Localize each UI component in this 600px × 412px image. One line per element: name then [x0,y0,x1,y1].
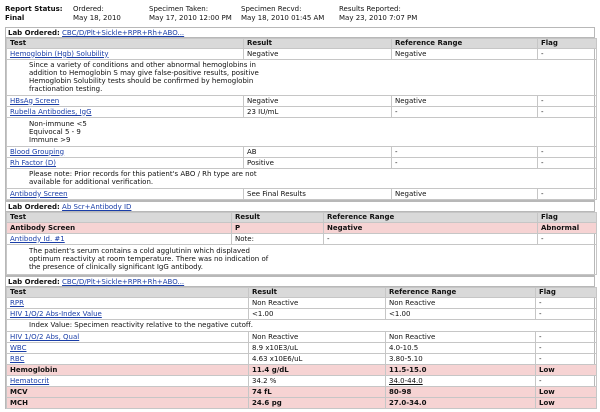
table-row [7,147,597,158]
flag-cell: - [538,147,597,158]
test-link[interactable]: Antibody Screen [7,223,232,234]
range-cell: 34.0-44.0 [386,376,536,387]
test-link[interactable]: Antibody Id. #1 [7,234,232,245]
result-cell: 4.63 x10E6/uL [249,354,386,365]
specimen-recvd-label: Specimen Recvd: [241,5,302,13]
report-header [5,5,595,27]
table-row [7,343,597,354]
note-text: The patient's serum contains a cold agglutinin which displaved optimum reactivity at room temperature. There was no indication of the presence of clinically significant IgG antibody. [7,245,597,275]
lab-section-1 [5,27,595,201]
lab-ordered-link[interactable]: Ab Scr+Antibody ID [62,203,132,211]
range-cell: 80-98 [386,387,536,398]
test-link[interactable]: Antibody Screen [7,189,244,200]
col-header-flag: Flag [538,213,597,223]
result-cell: <1.00 [249,309,386,320]
col-header-result: Result [232,213,324,223]
note-row [7,245,597,275]
note-text: Index Value: Specimen reactivity relative to the negative cutoff. [7,320,597,332]
flag-cell: - [538,107,597,118]
flag-cell: - [536,354,597,365]
table-row [7,234,597,245]
col-header-result: Result [244,39,392,49]
result-cell: Non Reactive [249,332,386,343]
result-cell: 23 IU/mL [244,107,392,118]
results-reported-value: May 23, 2010 7:07 PM [339,14,418,22]
lab-ordered-label: Lab Ordered: [8,29,60,37]
lab-section-3 [5,276,595,409]
result-cell: 34.2 % [249,376,386,387]
col-header-range: Reference Range [392,39,538,49]
result-cell: 74 fL [249,387,386,398]
range-cell: Non Reactive [386,332,536,343]
lab-ordered-header [6,277,594,287]
result-cell: P [232,223,324,234]
flag-cell: - [538,96,597,107]
table-header-row [7,288,597,298]
table-header-row [7,213,597,223]
range-cell: Negative [392,49,538,60]
note-text: Since a variety of conditions and other abnormal hemoglobins in addition to Hemoglobin S may give false-positive results, positive Hemoglobin Solubility tests should be confirmed by hemoglobin fractionation testing. [7,60,597,96]
flag-cell: - [536,332,597,343]
col-header-test: Test [7,288,249,298]
result-cell: 24.6 pg [249,398,386,409]
result-cell: Note: [232,234,324,245]
flag-cell: - [538,189,597,200]
test-link[interactable]: Hematocrit [7,376,249,387]
result-cell: Negative [244,49,392,60]
ordered-label: Ordered: [73,5,104,13]
results-reported-col [339,5,417,23]
result-cell: Positive [244,158,392,169]
table-row [7,332,597,343]
lab-ordered-label: Lab Ordered: [8,278,60,286]
table-row-abnormal [7,223,597,234]
specimen-recvd-value: May 18, 2010 01:45 AM [241,14,325,22]
table-row [7,107,597,118]
col-header-test: Test [7,213,232,223]
ordered-col [73,5,121,23]
table-row-abnormal [7,398,597,409]
flag-cell: Low [536,398,597,409]
range-cell: <1.00 [386,309,536,320]
table-row [7,158,597,169]
note-row [7,118,597,147]
table-row [7,189,597,200]
results-reported-label: Results Reported: [339,5,401,13]
table-row-abnormal [7,387,597,398]
result-cell: 11.4 g/dL [249,365,386,376]
range-cell: Non Reactive [386,298,536,309]
table-row [7,96,597,107]
lab-section-2 [5,201,595,276]
flag-cell: - [538,234,597,245]
range-cell: Negative [324,223,538,234]
test-link[interactable]: Hemoglobin (Hgb) Solubility [7,49,244,60]
specimen-taken-col [149,5,232,23]
test-link[interactable]: Rubella Antibodies, IgG [7,107,244,118]
test-link[interactable]: RPR [7,298,249,309]
test-link[interactable]: WBC [7,343,249,354]
range-cell: 11.5-15.0 [386,365,536,376]
results-table [6,212,597,275]
table-row [7,354,597,365]
col-header-flag: Flag [536,288,597,298]
result-cell: Negative [244,96,392,107]
col-header-result: Result [249,288,386,298]
result-cell: AB [244,147,392,158]
note-row [7,169,597,189]
col-header-flag: Flag [538,39,597,49]
range-cell: - [392,147,538,158]
table-header-row [7,39,597,49]
col-header-range: Reference Range [386,288,536,298]
test-link[interactable]: Rh Factor (D) [7,158,244,169]
lab-ordered-link[interactable]: CBC/D/Plt+Sickle+RPR+Rh+ABO... [62,29,185,37]
report-status-value: Final [5,14,25,22]
note-text: Please note: Prior records for this patient's ABO / Rh type are not available for additional verification. [7,169,597,189]
report-status-col [5,5,63,23]
range-cell: - [324,234,538,245]
specimen-recvd-col [241,5,324,23]
test-link[interactable]: MCH [7,398,249,409]
test-link[interactable]: MCV [7,387,249,398]
result-cell: Non Reactive [249,298,386,309]
range-cell: 27.0-34.0 [386,398,536,409]
flag-cell: Low [536,387,597,398]
flag-cell: - [538,158,597,169]
col-header-range: Reference Range [324,213,538,223]
range-cell: Negative [392,189,538,200]
specimen-taken-label: Specimen Taken: [149,5,209,13]
flag-cell: - [538,49,597,60]
note-row [7,320,597,332]
range-cell: 3.80-5.10 [386,354,536,365]
test-link[interactable]: RBC [7,354,249,365]
result-cell: 8.9 x10E3/uL [249,343,386,354]
test-link[interactable]: HIV 1/O/2 Abs-Index Value [7,309,249,320]
lab-ordered-link[interactable]: CBC/D/Plt+Sickle+RPR+Rh+ABO... [62,278,185,286]
table-row [7,298,597,309]
result-cell: See Final Results [244,189,392,200]
report-status-label: Report Status: [5,5,63,13]
lab-ordered-header [6,202,594,212]
range-cell: 4.0-10.5 [386,343,536,354]
results-table [6,287,597,409]
table-row [7,309,597,320]
range-cell: - [392,107,538,118]
flag-cell: - [536,343,597,354]
flag-cell: Low [536,365,597,376]
specimen-taken-value: May 17, 2010 12:00 PM [149,14,232,22]
ordered-value: May 18, 2010 [73,14,121,22]
test-link[interactable]: Blood Grouping [7,147,244,158]
flag-cell: - [536,376,597,387]
note-text: Non-immune <5 Equivocal 5 - 9 Immune >9 [7,118,597,147]
flag-cell: - [536,309,597,320]
results-table [6,38,597,200]
flag-cell: - [536,298,597,309]
test-link[interactable]: Hemoglobin [7,365,249,376]
table-row [7,376,597,387]
test-link[interactable]: HIV 1/O/2 Abs, Qual [7,332,249,343]
col-header-test: Test [7,39,244,49]
range-cell: Negative [392,96,538,107]
range-cell: - [392,158,538,169]
note-row [7,60,597,96]
lab-ordered-label: Lab Ordered: [8,203,60,211]
lab-ordered-header [6,28,594,38]
flag-cell: Abnormal [538,223,597,234]
test-link[interactable]: HBsAg Screen [7,96,244,107]
table-row-abnormal [7,365,597,376]
table-row [7,49,597,60]
